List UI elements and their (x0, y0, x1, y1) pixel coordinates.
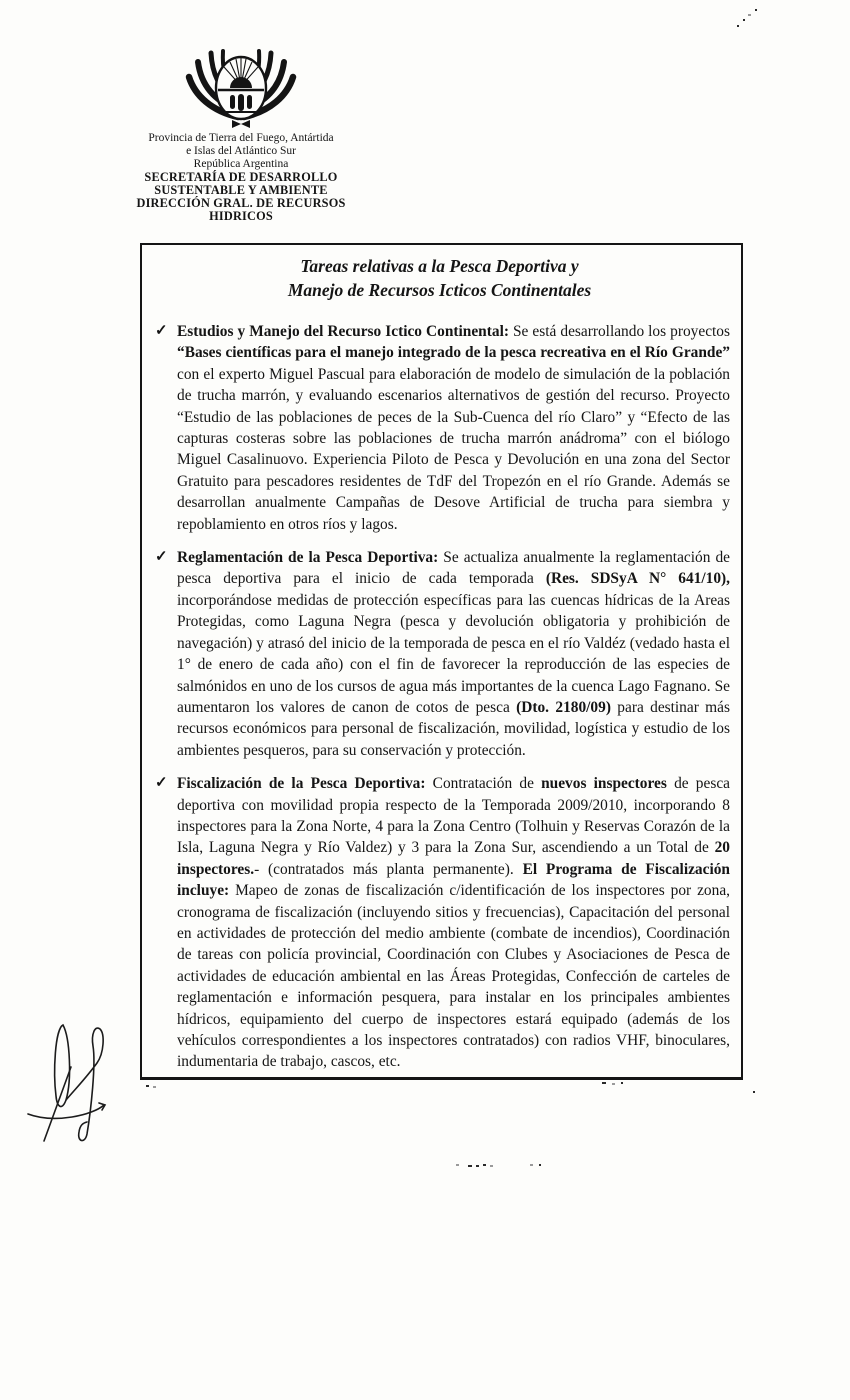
scan-speck (755, 9, 757, 11)
dept-line: DIRECCIÓN GRAL. DE RECURSOS (136, 196, 346, 210)
bullet-text: Fiscalización de la Pesca Deportiva: Contratación de nuevos inspectores de pesca deportiva con movilidad propia respecto de la Temporada 2009/2010, incorporando 8 inspectores para la Zona Norte, 4 para la Zona Centro (Tolhuin y Reservas Corazón de la Isla, Laguna Negra y Río Valdez) y 3 para la Zona Sur, ascendiendo a un Total de 20 inspectores.- (contratados más planta permanente). El Programa de Fiscalización incluye: Mapeo de zonas de fiscalización c/identificación de los inspectores por zona, cronograma de fiscalización (incluyendo sitios y frecuencias), Capacitación del personal en actividades de protección del medio ambiente (combate de incendios), Coordinación de tareas con policía provincial, Coordinación con Clubes y Asociaciones de Pesca de actividades de educación ambiental en las Áreas Protegidas, Confección de carteles de reglamentación e información pesquera, para instalar en los principales ambientes hídricos, equipamiento del cuerpo de inspectores estará equipado (además de los vehículos correspondientes a los inspectores contratados) con radios VHF, binoculares, indumentaria de trabajo, cascos, etc. (177, 775, 730, 1071)
dept-line: SUSTENTABLE Y AMBIENTE (154, 183, 328, 197)
scan-speck (743, 19, 745, 21)
handwritten-signature (25, 1012, 135, 1152)
scan-speck (476, 1165, 479, 1167)
dept-line: SECRETARÍA DE DESARROLLO (144, 170, 338, 184)
checkmark-icon: ✓ (155, 323, 168, 339)
dept-line: HIDRICOS (209, 209, 273, 223)
document-title (144, 254, 735, 302)
scan-speck (621, 1082, 623, 1084)
scan-speck (753, 1091, 755, 1093)
letterhead (115, 44, 367, 223)
checkmark-icon: ✓ (155, 549, 168, 566)
scan-speck (612, 1083, 615, 1085)
scan-speck (153, 1086, 156, 1088)
scan-speck (602, 1082, 606, 1084)
scan-speck (539, 1164, 541, 1166)
scan-speck (490, 1165, 493, 1167)
bullet-list (144, 321, 735, 1073)
scan-speck (456, 1164, 459, 1166)
bullet-fiscalizacion (144, 773, 730, 1073)
scan-speck (483, 1164, 486, 1166)
scan-speck (737, 25, 739, 27)
bullet-text: Estudios y Manejo del Recurso Ictico Continental: Se está desarrollando los proyectos “Bases científicas para el manejo integrado de la pesca recreativa en el Río Grande” con el experto Miguel Pascual para elaboración de modelo de simulación de la población de trucha marrón, y evaluando escenarios alternativos de gestión del recurso. Proyecto “Estudio de las poblaciones de peces de la Sub-Cuenca del río Claro” y “Efecto de las capturas costeras sobre las poblaciones de trucha marrón anádroma” con el biólogo Miguel Casalinuovo. Experiencia Piloto de Pesca y Devolución en una zona del Sector Gratuito para pescadores residentes de TdF del Tropezón en el río Grande. Además se desarrollan anualmente Campañas de Desove Artificial de trucha para siembra y repoblamiento en otros ríos y lagos. (177, 323, 730, 533)
document-title-line: Tareas relativas a la Pesca Deportiva y (300, 256, 579, 276)
bullet-reglamentacion (144, 547, 730, 761)
coat-of-arms-icon (178, 44, 304, 128)
document-title-line: Manejo de Recursos Icticos Continentales (287, 280, 592, 300)
scan-speck (468, 1165, 472, 1167)
bullet-text: Reglamentación de la Pesca Deportiva: Se actualiza anualmente la reglamentación de pesca deportiva para el inicio de cada temporada (Res. SDSyA N° 641/10), incorporándose medidas de protección específicas para las cuencas hídricas de la Areas Protegidas, como Laguna Negra (pesca y devolución obligatoria y prohibición de navegación) y atrasó del inicio de la temporada de pesca en el río Valdéz (vedado hasta el 1° de enero de cada año) con el fin de favorecer la reproducción de las especies de salmónidos en uno de los cursos de agua más importantes de la cuenca Lago Fagnano. Se aumentaron los valores de canon de cotos de pesca (Dto. 2180/09) para destinar más recursos económicos para personal de fiscalización, movilidad, logística y estudio de los ambientes pesqueros, para su conservación y protección. (177, 549, 731, 759)
org-line: Provincia de Tierra del Fuego, Antártida (148, 132, 334, 144)
scan-speck (146, 1085, 149, 1087)
scan-speck (748, 14, 751, 16)
document-frame (140, 243, 743, 1080)
org-line: República Argentina (193, 158, 289, 170)
scan-speck (530, 1164, 533, 1166)
org-line: e Islas del Atlántico Sur (186, 145, 296, 157)
bullet-estudios (144, 321, 730, 535)
checkmark-icon: ✓ (155, 775, 168, 792)
